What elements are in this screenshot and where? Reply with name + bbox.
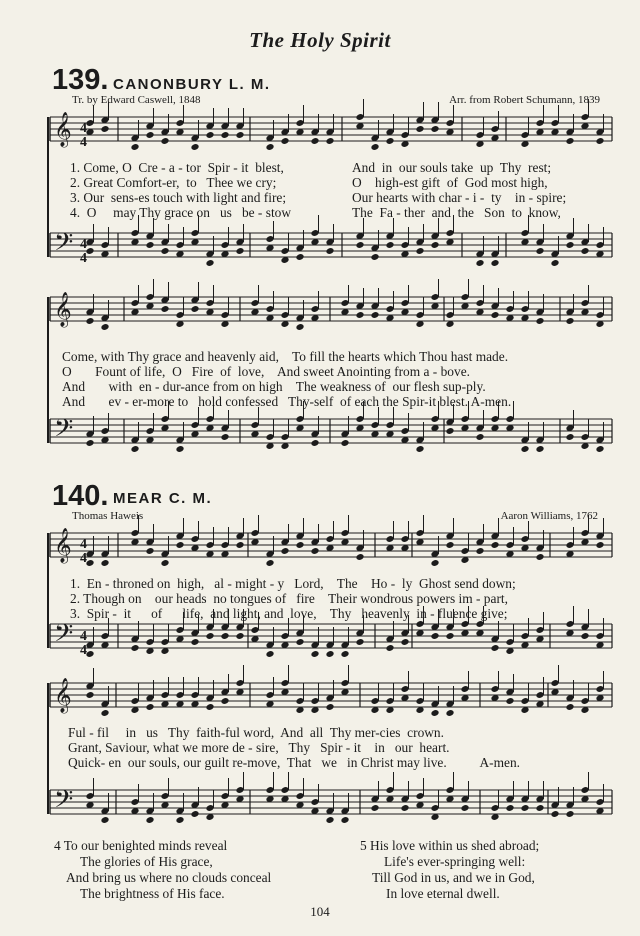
note-head (535, 445, 544, 453)
note-head (265, 143, 274, 151)
note-head (100, 125, 109, 133)
note-head (370, 253, 379, 261)
note-head (175, 445, 184, 453)
note-head (280, 547, 289, 555)
time-signature: 4 (80, 643, 87, 658)
time-signature: 4 (80, 135, 87, 150)
text-credit: Tr. by Edward Caswell, 1848 (72, 94, 201, 106)
note-head (325, 816, 334, 824)
note-head (490, 541, 499, 549)
hymn-number: 140. (52, 480, 109, 512)
clef: 𝄞 (54, 292, 72, 327)
note-head (295, 541, 304, 549)
note-head (445, 541, 454, 549)
note-head (355, 311, 364, 319)
music-credit: Arr. from Robert Schumann, 1839 (449, 94, 600, 106)
note-head (295, 323, 304, 331)
hymn-number: 139. (52, 64, 109, 96)
stanza-line: The glories of His grace, (80, 854, 213, 869)
verse-line-right: The Fa - ther and the Son to know, (352, 205, 561, 220)
stanza-line: In love eternal dwell. (386, 886, 500, 901)
note-head (100, 559, 109, 567)
note-head (85, 317, 94, 325)
tune-name: MEAR C. M. (113, 490, 213, 507)
note-head (475, 547, 484, 555)
verse-line-left: 4. O may Thy grace on us be - stow (70, 205, 292, 220)
note-head (580, 632, 589, 640)
note-head (145, 816, 154, 824)
tune-name: CANONBURY L. M. (113, 76, 271, 93)
note-head (325, 650, 334, 658)
note-head (100, 323, 109, 331)
verse-line: Grant, Saviour, what we more de - sire, Thy Spir - it in our heart. (68, 740, 450, 755)
note-head (235, 131, 244, 139)
stanza-line: 5 His love within us shed abroad; (360, 838, 540, 853)
time-signature: 4 (80, 537, 87, 552)
note-head (445, 427, 454, 435)
note-head (595, 137, 604, 145)
note-head (430, 632, 439, 640)
verse-line: Quick- en our souls, our guilt re-move, That we in Christ may live. A-men. (68, 755, 520, 770)
note-head (355, 638, 364, 646)
clef: 𝄞 (54, 528, 72, 563)
clef: 𝄞 (54, 112, 72, 147)
note-head (145, 131, 154, 139)
note-head (490, 259, 499, 267)
note-head (535, 804, 544, 812)
note-head (565, 241, 574, 249)
clef: 𝄢 (54, 619, 74, 654)
note-head (505, 804, 514, 812)
note-head (580, 247, 589, 255)
note-head (340, 439, 349, 447)
verse-line: Ful - fil in us Thy faith-ful word, And all Thy mer-cies crown. (68, 725, 444, 740)
note-head (595, 541, 604, 549)
note-head (565, 703, 574, 711)
verse-line-right: And in our souls take up Thy rest; (352, 160, 552, 175)
text-credit: Thomas Haweis (72, 510, 144, 522)
verse-line-left: 3. Our sens-es touch with light and fire; (70, 190, 287, 205)
verse-line: 1. En - throned on high, al - might - y Lord, The Ho - ly Ghost send down; (70, 576, 516, 591)
verse-line-right: Our hearts with char - i - ty in - spire; (352, 190, 567, 205)
note-head (475, 259, 484, 267)
note-head (430, 709, 439, 717)
note-head (205, 259, 214, 267)
time-signature: 4 (80, 121, 87, 136)
note-head (520, 445, 529, 453)
note-head (340, 650, 349, 658)
note-head (85, 439, 94, 447)
note-head (505, 697, 514, 705)
clef: 𝄢 (54, 228, 74, 263)
note-head (175, 816, 184, 824)
note-head (280, 137, 289, 145)
note-head (430, 125, 439, 133)
note-head (220, 433, 229, 441)
note-head (340, 816, 349, 824)
time-signature: 4 (80, 551, 87, 566)
verse-line: 3. Spir - it of life, and light, and love, Thy heavenly in - fluence give; (70, 606, 508, 621)
note-head (205, 703, 214, 711)
time-signature: 4 (80, 629, 87, 644)
note-head (190, 143, 199, 151)
note-head (160, 247, 169, 255)
note-head (235, 632, 244, 640)
note-head (190, 638, 199, 646)
clef: 𝄢 (54, 785, 74, 820)
note-head (220, 131, 229, 139)
time-signature: 4 (80, 251, 87, 266)
note-head (205, 131, 214, 139)
verse-line-right: O high-est gift of God most high, (352, 175, 548, 190)
note-head (415, 125, 424, 133)
note-head (385, 137, 394, 145)
note-head (325, 247, 334, 255)
note-head (130, 143, 139, 151)
note-head (565, 810, 574, 818)
note-head (550, 810, 559, 818)
note-head (310, 137, 319, 145)
note-head (595, 445, 604, 453)
note-head (535, 553, 544, 561)
verse-line: And ev - er-more to hold confessed Thy-self of each the Spir-it blest. A-men. (62, 394, 512, 409)
note-head (220, 632, 229, 640)
note-head (190, 810, 199, 818)
verse-line: 2. Though on our heads no tongues of fire Their wondrous powers im - part, (70, 591, 508, 606)
stanza-line: The brightness of His face. (80, 886, 225, 901)
note-head (415, 247, 424, 255)
verse-line: O Fount of life, O Fire of love, And sweet Anointing from a - bove. (62, 364, 470, 379)
note-head (535, 317, 544, 325)
note-head (385, 644, 394, 652)
note-head (445, 632, 454, 640)
note-head (565, 433, 574, 441)
stanza-line: Till God in us, and we in God, (372, 870, 535, 885)
note-head (130, 445, 139, 453)
note-head (325, 703, 334, 711)
stanza-line: And bring us where no clouds conceal (66, 870, 272, 885)
stanza-line: Life's ever-springing well: (384, 854, 526, 869)
note-head (490, 644, 499, 652)
note-head (475, 433, 484, 441)
note-head (85, 691, 94, 699)
note-head (370, 143, 379, 151)
note-head (400, 804, 409, 812)
note-head (265, 559, 274, 567)
note-head (520, 804, 529, 812)
note-head (370, 804, 379, 812)
note-head (175, 541, 184, 549)
note-head (190, 305, 199, 313)
note-head (385, 241, 394, 249)
note-head (310, 439, 319, 447)
note-head (310, 650, 319, 658)
note-head (310, 547, 319, 555)
music-credit: Aaron Williams, 1762 (500, 510, 598, 522)
time-signature: 4 (80, 237, 87, 252)
page-number: 104 (310, 904, 330, 919)
verse-line-left: 2. Great Comfort-er, to Thee we cry; (70, 175, 277, 190)
note-head (325, 137, 334, 145)
section-title: The Holy Spirit (249, 28, 391, 52)
note-head (445, 709, 454, 717)
note-head (100, 816, 109, 824)
verse-line: And with en - dur-ance from on high The weakness of our flesh sup-ply. (62, 379, 486, 394)
verse-line-left: 1. Come, O Cre - a - tor Spir - it blest, (70, 160, 284, 175)
note-head (370, 311, 379, 319)
note-head (295, 253, 304, 261)
note-head (160, 305, 169, 313)
note-head (235, 541, 244, 549)
verse-line: Come, with Thy grace and heavenly aid, To fill the hearts which Thou hast made. (62, 349, 509, 364)
note-head (145, 241, 154, 249)
note-head (145, 547, 154, 555)
clef: 𝄢 (54, 414, 74, 449)
note-head (160, 559, 169, 567)
note-head (490, 311, 499, 319)
note-head (220, 697, 229, 705)
note-head (355, 241, 364, 249)
note-head (535, 247, 544, 255)
note-head (160, 137, 169, 145)
note-head (295, 638, 304, 646)
note-head (565, 137, 574, 145)
note-head (205, 632, 214, 640)
note-head (430, 241, 439, 249)
note-head (415, 445, 424, 453)
stanza-line: 4 To our benighted minds reveal (54, 838, 228, 853)
note-head (235, 247, 244, 255)
note-head (400, 638, 409, 646)
note-head (565, 317, 574, 325)
note-head (550, 259, 559, 267)
clef: 𝄞 (54, 678, 72, 713)
note-head (100, 709, 109, 717)
note-head (130, 644, 139, 652)
note-head (145, 703, 154, 711)
note-head (265, 650, 274, 658)
note-head (460, 804, 469, 812)
note-head (355, 553, 364, 561)
note-head (430, 559, 439, 567)
